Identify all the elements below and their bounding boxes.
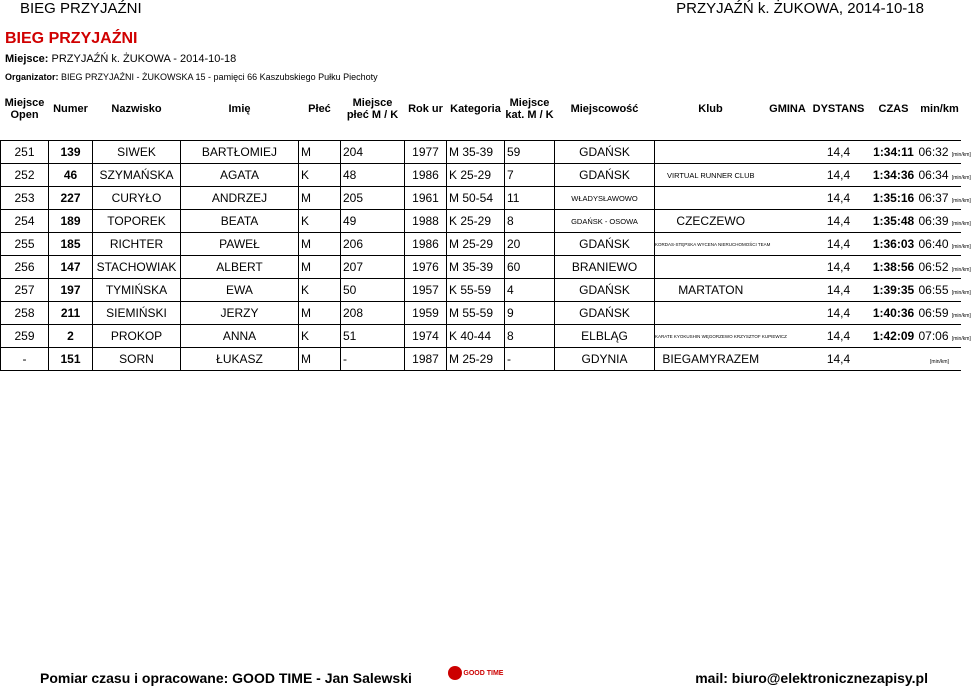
cell-sexplace: 51 (341, 325, 405, 348)
cell-club: KARATE KYOKUSHIN WĘGORZEWO KRZYSZTOF KUPIEWICZ (655, 325, 767, 348)
pace-value: 06:59 (918, 306, 949, 320)
cell-open: 258 (1, 302, 49, 325)
column-header: Miejscowość (570, 103, 639, 115)
cell-name: ŁUKASZ (181, 348, 299, 371)
cell-time (869, 348, 919, 371)
cell-gmina (767, 233, 809, 256)
pace-unit: [min/km] (951, 244, 971, 250)
column-header: Klub (698, 103, 723, 115)
cell-year: 1959 (405, 302, 447, 325)
cell-gmina (767, 187, 809, 210)
cell-pace (918, 141, 971, 164)
cell-catplace: 60 (505, 256, 555, 279)
column-header: CZAS (878, 103, 909, 115)
cell-time: 1:35:16 (869, 187, 919, 210)
cell-cat: K 25-29 (447, 164, 505, 187)
cell-surname: SIWEK (93, 141, 181, 164)
cell-cat: M 35-39 (447, 256, 505, 279)
cell-catplace: 20 (505, 233, 555, 256)
cell-sexplace: 48 (341, 164, 405, 187)
logo-mark-icon (448, 666, 462, 680)
cell-time: 1:40:36 (869, 302, 919, 325)
cell-pace (918, 279, 971, 302)
cell-catplace: 59 (505, 141, 555, 164)
column-header: Miejsce Open (4, 97, 45, 121)
cell-year: 1987 (405, 348, 447, 371)
cell-sex: K (299, 279, 341, 302)
good-time-logo (448, 666, 514, 686)
cell-cat: M 50-54 (447, 187, 505, 210)
cell-club (655, 141, 767, 164)
cell-pace (918, 325, 971, 348)
table-row (1, 256, 961, 279)
cell-club: BIEGAMYRAZEM (655, 348, 767, 371)
column-header: min/km (920, 103, 959, 115)
cell-pace (918, 233, 971, 256)
cell-dist: 14,4 (809, 164, 869, 187)
cell-name: BARTŁOMIEJ (181, 141, 299, 164)
pace-value: 06:52 (918, 260, 949, 274)
footer-left: Pomiar czasu i opracowane: GOOD TIME - Jan Salewski (40, 670, 412, 686)
column-header: Rok ur (408, 103, 443, 115)
table-row (1, 279, 961, 302)
cell-cat: M 55-59 (447, 302, 505, 325)
cell-year: 1974 (405, 325, 447, 348)
cell-time: 1:42:09 (869, 325, 919, 348)
cell-name: BEATA (181, 210, 299, 233)
cell-city: GDAŃSK (555, 141, 655, 164)
cell-surname: TOPOREK (93, 210, 181, 233)
cell-club (655, 302, 767, 325)
cell-gmina (767, 210, 809, 233)
pace-value: 06:39 (918, 214, 949, 228)
column-header: Kategoria (450, 103, 501, 115)
cell-open: 257 (1, 279, 49, 302)
pace-unit: [min/km] (951, 198, 971, 204)
cell-club: KORDAS-STĘPSKA WYCENA NIERUCHOMOŚCI TEAM (655, 233, 767, 256)
cell-sexplace: 50 (341, 279, 405, 302)
cell-num: 197 (49, 279, 93, 302)
cell-cat: K 25-29 (447, 210, 505, 233)
cell-time: 1:35:48 (869, 210, 919, 233)
cell-gmina (767, 141, 809, 164)
cell-surname: PROKOP (93, 325, 181, 348)
cell-sex: M (299, 233, 341, 256)
cell-city: WŁADYSŁAWOWO (555, 187, 655, 210)
cell-dist: 14,4 (809, 210, 869, 233)
cell-catplace: 9 (505, 302, 555, 325)
cell-open: 253 (1, 187, 49, 210)
table-row (1, 164, 961, 187)
org-label: Organizator: (5, 72, 59, 82)
pace-value: 06:37 (918, 191, 949, 205)
cell-pace (918, 164, 971, 187)
cell-year: 1976 (405, 256, 447, 279)
cell-year: 1977 (405, 141, 447, 164)
cell-sex: K (299, 164, 341, 187)
column-header: DYSTANS (812, 103, 865, 115)
cell-sex: K (299, 325, 341, 348)
page-title: BIEG PRZYJAŹNI (5, 30, 138, 47)
pace-unit: [min/km] (930, 359, 949, 365)
cell-num: 185 (49, 233, 93, 256)
column-header: GMINA (769, 103, 806, 115)
cell-sexplace: - (341, 348, 405, 371)
cell-cat: M 25-29 (447, 233, 505, 256)
cell-sexplace: 205 (341, 187, 405, 210)
cell-pace (918, 302, 971, 325)
column-header: Miejsce kat. M / K (505, 97, 554, 121)
cell-catplace: 11 (505, 187, 555, 210)
cell-year: 1961 (405, 187, 447, 210)
cell-surname: TYMIŃSKA (93, 279, 181, 302)
cell-dist: 14,4 (809, 141, 869, 164)
cell-dist: 14,4 (809, 325, 869, 348)
cell-time: 1:36:03 (869, 233, 919, 256)
pace-unit: [min/km] (951, 152, 971, 158)
pace-value: 06:40 (918, 237, 949, 251)
cell-time: 1:39:35 (869, 279, 919, 302)
cell-open: - (1, 348, 49, 371)
cell-catplace: - (505, 348, 555, 371)
place-value: PRZYJAŹŃ k. ŻUKOWA - 2014-10-18 (51, 53, 237, 65)
cell-city: GDAŃSK (555, 164, 655, 187)
cell-gmina (767, 164, 809, 187)
cell-surname: STACHOWIAK (93, 256, 181, 279)
cell-sexplace: 49 (341, 210, 405, 233)
cell-surname: SORN (93, 348, 181, 371)
cell-num: 211 (49, 302, 93, 325)
cell-club (655, 187, 767, 210)
cell-club: VIRTUAL RUNNER CLUB (655, 164, 767, 187)
cell-surname: RICHTER (93, 233, 181, 256)
cell-name: PAWEŁ (181, 233, 299, 256)
cell-sex: M (299, 348, 341, 371)
pace-unit: [min/km] (951, 175, 971, 181)
cell-sexplace: 207 (341, 256, 405, 279)
column-header: Imię (228, 103, 251, 115)
cell-num: 2 (49, 325, 93, 348)
cell-name: AGATA (181, 164, 299, 187)
cell-time: 1:38:56 (869, 256, 919, 279)
cell-num: 46 (49, 164, 93, 187)
cell-num: 147 (49, 256, 93, 279)
cell-pace (918, 256, 971, 279)
cell-year: 1988 (405, 210, 447, 233)
cell-catplace: 4 (505, 279, 555, 302)
pace-unit: [min/km] (951, 221, 971, 227)
cell-name: EWA (181, 279, 299, 302)
cell-gmina (767, 256, 809, 279)
cell-city: BRANIEWO (555, 256, 655, 279)
cell-num: 227 (49, 187, 93, 210)
cell-num: 189 (49, 210, 93, 233)
cell-open: 259 (1, 325, 49, 348)
cell-sex: K (299, 210, 341, 233)
cell-club: MARTATON (655, 279, 767, 302)
cell-sex: M (299, 256, 341, 279)
cell-cat: K 40-44 (447, 325, 505, 348)
pace-unit: [min/km] (951, 290, 971, 296)
cell-city: GDAŃSK - OSOWA (555, 210, 655, 233)
cell-sexplace: 206 (341, 233, 405, 256)
cell-year: 1986 (405, 233, 447, 256)
cell-name: ALBERT (181, 256, 299, 279)
cell-city: ELBLĄG (555, 325, 655, 348)
cell-year: 1986 (405, 164, 447, 187)
pace-value: 06:32 (918, 145, 949, 159)
pace-value: 07:06 (918, 329, 949, 343)
column-header: Nazwisko (111, 103, 162, 115)
cell-catplace: 7 (505, 164, 555, 187)
cell-surname: SIEMIŃSKI (93, 302, 181, 325)
pace-value: 06:34 (918, 168, 949, 182)
organizer-line (5, 72, 378, 82)
pace-unit: [min/km] (951, 336, 971, 342)
cell-club (655, 256, 767, 279)
cell-time: 1:34:36 (869, 164, 919, 187)
cell-name: ANDRZEJ (181, 187, 299, 210)
cell-dist: 14,4 (809, 233, 869, 256)
cell-open: 256 (1, 256, 49, 279)
cell-surname: SZYMAŃSKA (93, 164, 181, 187)
cell-num: 151 (49, 348, 93, 371)
cell-name: JERZY (181, 302, 299, 325)
cell-gmina (767, 302, 809, 325)
table-header (1, 90, 961, 128)
table-row (1, 210, 961, 233)
table-row (1, 325, 961, 348)
cell-surname: CURYŁO (93, 187, 181, 210)
cell-dist: 14,4 (809, 348, 869, 371)
footer-right: mail: biuro@elektronicznezapisy.pl (695, 670, 928, 686)
cell-year: 1957 (405, 279, 447, 302)
pace-value: 06:55 (918, 283, 949, 297)
logo-text: GOOD TIME (463, 669, 504, 677)
cell-name: ANNA (181, 325, 299, 348)
cell-pace (919, 348, 961, 371)
cell-city: GDAŃSK (555, 279, 655, 302)
cell-dist: 14,4 (809, 279, 869, 302)
cell-catplace: 8 (505, 210, 555, 233)
cell-club: CZECZEWO (655, 210, 767, 233)
cell-city: GDAŃSK (555, 302, 655, 325)
cell-dist: 14,4 (809, 302, 869, 325)
cell-gmina (767, 279, 809, 302)
results-table (0, 90, 971, 371)
column-header: Płeć (308, 103, 331, 115)
cell-sexplace: 204 (341, 141, 405, 164)
column-header: Numer (53, 103, 88, 115)
cell-pace (918, 210, 971, 233)
cell-open: 251 (1, 141, 49, 164)
pace-unit: [min/km] (951, 267, 971, 273)
cell-cat: M 25-29 (447, 348, 505, 371)
cell-city: GDAŃSK (555, 233, 655, 256)
cell-gmina (767, 348, 809, 371)
table-row (1, 348, 961, 371)
cell-sexplace: 208 (341, 302, 405, 325)
org-value: BIEG PRZYJAŹNI - ŻUKOWSKA 15 - pamięci 66 Kaszubskiego Pułku Piechoty (61, 72, 378, 82)
cell-open: 255 (1, 233, 49, 256)
table-row (1, 141, 961, 164)
table-row (1, 233, 961, 256)
cell-sex: M (299, 187, 341, 210)
header-right: PRZYJAŹŃ k. ŻUKOWA, 2014-10-18 (676, 0, 924, 17)
cell-sex: M (299, 141, 341, 164)
cell-city: GDYNIA (555, 348, 655, 371)
cell-time: 1:34:11 (869, 141, 919, 164)
column-header: Miejsce płeć M / K (346, 97, 399, 121)
page-header (0, 0, 960, 20)
cell-catplace: 8 (505, 325, 555, 348)
cell-cat: M 35-39 (447, 141, 505, 164)
header-left: BIEG PRZYJAŹNI (20, 0, 142, 17)
cell-dist: 14,4 (809, 256, 869, 279)
cell-cat: K 55-59 (447, 279, 505, 302)
cell-num: 139 (49, 141, 93, 164)
cell-open: 254 (1, 210, 49, 233)
cell-open: 252 (1, 164, 49, 187)
table-spacer (1, 128, 961, 141)
pace-unit: [min/km] (951, 313, 971, 319)
table-row (1, 187, 961, 210)
cell-dist: 14,4 (809, 187, 869, 210)
table-row (1, 302, 961, 325)
cell-sex: M (299, 302, 341, 325)
table-body (1, 128, 971, 371)
place-line (5, 53, 236, 65)
place-label: Miejsce: (5, 53, 49, 65)
cell-pace (918, 187, 971, 210)
